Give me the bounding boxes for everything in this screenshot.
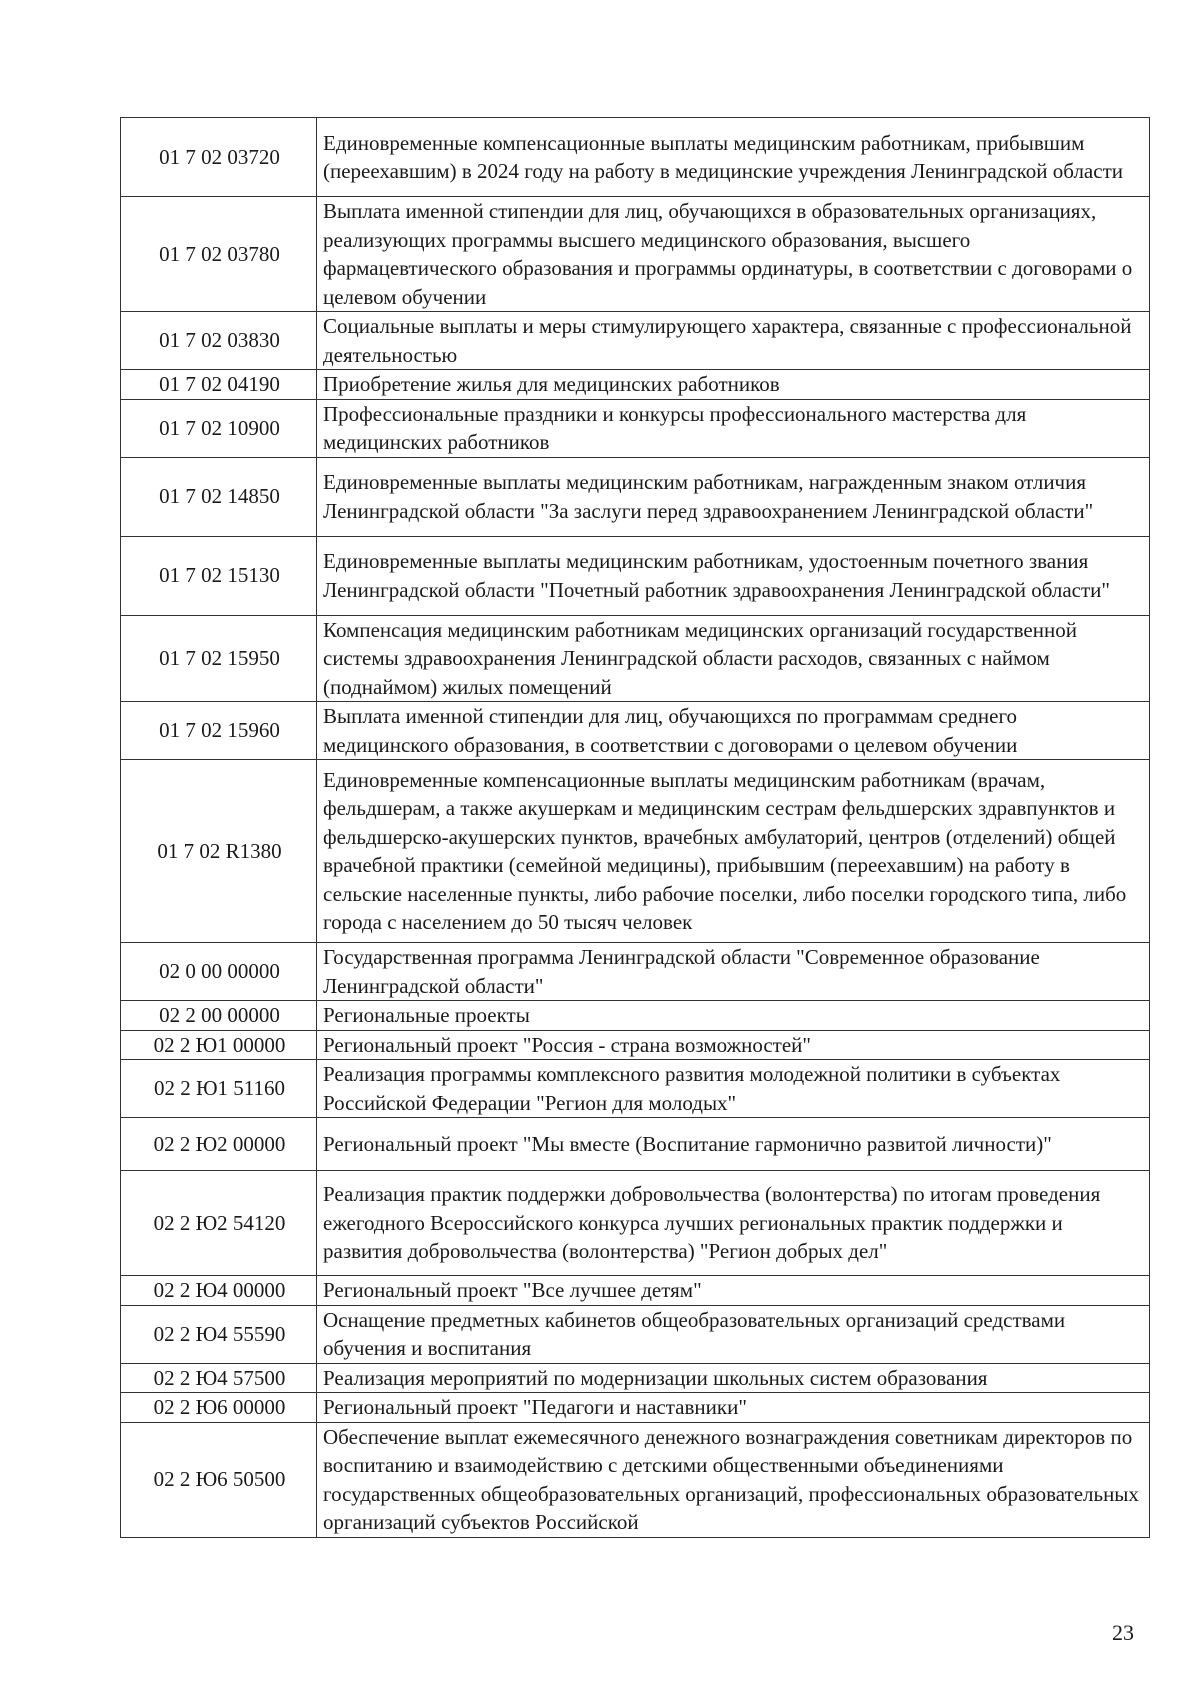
code-cell: 01 7 02 03780 — [121, 197, 317, 312]
description-cell: Единовременные компенсационные выплаты медицинским работникам (врачам, фельдшерам, а также акушеркам и медицинским сестрам фельдшерских здравпунктов и фельдшерско-акушерских пунктов, врачебных амбулаторий, центров (отделений) общей врачебной практики (семейной медицины), прибывшим (переехавшим) на работу в сельские населенные пункты, либо рабочие поселки, либо поселки городского типа, либо города с населением до 50 тысяч человек — [317, 760, 1150, 943]
code-cell: 01 7 02 03720 — [121, 118, 317, 197]
code-cell: 02 2 Ю4 00000 — [121, 1276, 317, 1306]
description-cell: Выплата именной стипендии для лиц, обучающихся по программам среднего медицинского образования, в соответствии с договорами о целевом обучении — [317, 702, 1150, 760]
description-cell: Социальные выплаты и меры стимулирующего характера, связанные с профессиональной деятельностью — [317, 312, 1150, 370]
description-cell: Государственная программа Ленинградской области "Современное образование Ленинградской области" — [317, 943, 1150, 1001]
table-row — [121, 197, 1150, 312]
table-row — [121, 118, 1150, 197]
code-cell: 01 7 02 10900 — [121, 399, 317, 457]
code-cell: 01 7 02 14850 — [121, 457, 317, 536]
code-cell: 01 7 02 R1380 — [121, 760, 317, 943]
description-cell: Региональный проект "Россия - страна возможностей" — [317, 1030, 1150, 1060]
code-cell: 02 2 Ю2 54120 — [121, 1171, 317, 1276]
budget-codes-table — [120, 117, 1150, 1538]
code-cell: 02 2 Ю1 51160 — [121, 1060, 317, 1118]
table-row — [121, 457, 1150, 536]
table-row — [121, 760, 1150, 943]
table-row — [121, 1422, 1150, 1537]
description-cell: Профессиональные праздники и конкурсы профессионального мастерства для медицинских работников — [317, 399, 1150, 457]
description-cell: Региональные проекты — [317, 1001, 1150, 1031]
code-cell: 02 2 Ю6 00000 — [121, 1393, 317, 1423]
description-cell: Реализация мероприятий по модернизации школьных систем образования — [317, 1363, 1150, 1393]
code-cell: 02 2 Ю2 00000 — [121, 1118, 317, 1171]
table-row — [121, 312, 1150, 370]
code-cell: 02 2 Ю4 55590 — [121, 1305, 317, 1363]
description-cell: Единовременные компенсационные выплаты медицинским работникам, прибывшим (переехавшим) в 2024 году на работу в медицинские учреждения Ленинградской области — [317, 118, 1150, 197]
description-cell: Единовременные выплаты медицинским работникам, награжденным знаком отличия Ленинградской области "За заслуги перед здравоохранением Ленинградской области" — [317, 457, 1150, 536]
table-row — [121, 399, 1150, 457]
table-row — [121, 615, 1150, 702]
table-row — [121, 1001, 1150, 1031]
code-cell: 02 2 Ю4 57500 — [121, 1363, 317, 1393]
description-cell: Приобретение жилья для медицинских работников — [317, 370, 1150, 400]
code-cell: 01 7 02 15130 — [121, 536, 317, 615]
description-cell: Реализация программы комплексного развития молодежной политики в субъектах Российской Федерации "Регион для молодых" — [317, 1060, 1150, 1118]
code-cell: 02 2 00 00000 — [121, 1001, 317, 1031]
description-cell: Единовременные выплаты медицинским работникам, удостоенным почетного звания Ленинградской области "Почетный работник здравоохранения Ленинградской области" — [317, 536, 1150, 615]
description-cell: Региональный проект "Мы вместе (Воспитание гармонично развитой личности)" — [317, 1118, 1150, 1171]
table-row — [121, 1393, 1150, 1423]
table-row — [121, 1305, 1150, 1363]
table-row — [121, 1030, 1150, 1060]
description-cell: Региональный проект "Все лучшее детям" — [317, 1276, 1150, 1306]
description-cell: Обеспечение выплат ежемесячного денежного вознаграждения советникам директоров по воспитанию и взаимодействию с детскими общественными объединениями государственных общеобразовательных организаций, профессиональных образовательных организаций субъектов Российской — [317, 1422, 1150, 1537]
description-cell: Выплата именной стипендии для лиц, обучающихся в образовательных организациях, реализующих программы высшего медицинского образования, высшего фармацевтического образования и программы ординатуры, в соответствии с договорами о целевом обучении — [317, 197, 1150, 312]
table-row — [121, 1060, 1150, 1118]
table-row — [121, 1171, 1150, 1276]
code-cell: 02 2 Ю1 00000 — [121, 1030, 317, 1060]
description-cell: Региональный проект "Педагоги и наставники" — [317, 1393, 1150, 1423]
code-cell: 01 7 02 15960 — [121, 702, 317, 760]
code-cell: 01 7 02 03830 — [121, 312, 317, 370]
table-body — [121, 118, 1150, 1538]
table-row — [121, 943, 1150, 1001]
code-cell: 02 0 00 00000 — [121, 943, 317, 1001]
page-number: 23 — [1112, 1620, 1134, 1645]
table-row — [121, 536, 1150, 615]
table-row — [121, 1363, 1150, 1393]
code-cell: 01 7 02 15950 — [121, 615, 317, 702]
code-cell: 02 2 Ю6 50500 — [121, 1422, 317, 1537]
table-row — [121, 1118, 1150, 1171]
code-cell: 01 7 02 04190 — [121, 370, 317, 400]
description-cell: Оснащение предметных кабинетов общеобразовательных организаций средствами обучения и воспитания — [317, 1305, 1150, 1363]
description-cell: Компенсация медицинским работникам медицинских организаций государственной системы здравоохранения Ленинградской области расходов, связанных с наймом (поднаймом) жилых помещений — [317, 615, 1150, 702]
table-row — [121, 1276, 1150, 1306]
table-row — [121, 370, 1150, 400]
table-row — [121, 702, 1150, 760]
description-cell: Реализация практик поддержки добровольчества (волонтерства) по итогам проведения ежегодного Всероссийского конкурса лучших региональных практик поддержки и развития добровольчества (волонтерства) "Регион добрых дел" — [317, 1171, 1150, 1276]
